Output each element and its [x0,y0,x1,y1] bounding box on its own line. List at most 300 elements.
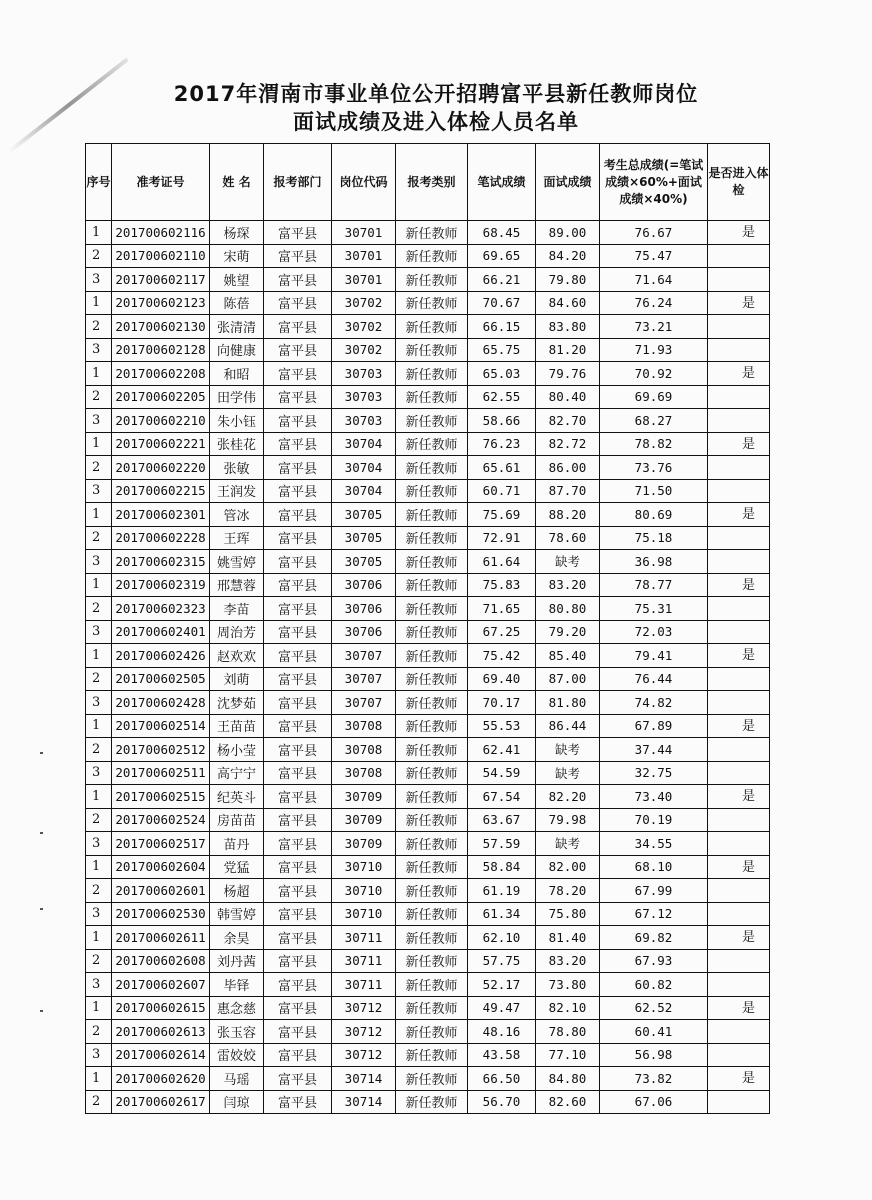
cell-category: 新任教师 [396,738,468,762]
cell-seq: 1 [86,432,112,456]
cell-dept: 富平县 [264,761,332,785]
cell-category: 新任教师 [396,1020,468,1044]
cell-total: 68.27 [600,409,708,433]
table-row [86,738,770,762]
cell-total: 75.31 [600,597,708,621]
scan-speck [40,832,43,834]
cell-dept: 富平县 [264,714,332,738]
cell-dept: 富平县 [264,879,332,903]
cell-physical: 是 [708,855,770,879]
header-category: 报考类别 [396,144,468,221]
cell-seq: 3 [86,761,112,785]
cell-category: 新任教师 [396,362,468,386]
cell-post-code: 30701 [332,268,396,292]
table-row [86,620,770,644]
cell-written: 66.15 [468,315,536,339]
cell-name: 王珲 [210,526,264,550]
cell-interview: 82.72 [536,432,600,456]
cell-physical [708,315,770,339]
cell-dept: 富平县 [264,362,332,386]
table-body [86,221,770,1114]
cell-written: 55.53 [468,714,536,738]
cell-written: 57.59 [468,832,536,856]
header-physical: 是否进入体检 [708,144,770,221]
table-row [86,456,770,480]
cell-name: 沈梦茹 [210,691,264,715]
cell-post-code: 30706 [332,597,396,621]
cell-exam-id: 201700602607 [112,973,210,997]
cell-written: 62.55 [468,385,536,409]
cell-post-code: 30702 [332,315,396,339]
cell-seq: 1 [86,644,112,668]
cell-written: 70.17 [468,691,536,715]
cell-written: 65.75 [468,338,536,362]
cell-written: 70.67 [468,291,536,315]
cell-written: 62.10 [468,926,536,950]
cell-interview: 78.80 [536,1020,600,1044]
cell-total: 67.89 [600,714,708,738]
table-row [86,808,770,832]
cell-post-code: 30704 [332,432,396,456]
cell-post-code: 30714 [332,1067,396,1091]
cell-interview: 89.00 [536,221,600,245]
scan-speck [40,752,43,754]
cell-written: 58.66 [468,409,536,433]
cell-category: 新任教师 [396,338,468,362]
table-row [86,1020,770,1044]
cell-exam-id: 201700602123 [112,291,210,315]
cell-physical: 是 [708,432,770,456]
cell-category: 新任教师 [396,879,468,903]
cell-seq: 3 [86,832,112,856]
cell-interview: 84.60 [536,291,600,315]
cell-interview: 83.80 [536,315,600,339]
cell-exam-id: 201700602110 [112,244,210,268]
cell-seq: 1 [86,926,112,950]
cell-name: 马瑶 [210,1067,264,1091]
table-row [86,1067,770,1091]
cell-total: 76.67 [600,221,708,245]
cell-category: 新任教师 [396,1043,468,1067]
cell-interview: 84.80 [536,1067,600,1091]
cell-category: 新任教师 [396,268,468,292]
table-row [86,973,770,997]
cell-physical [708,808,770,832]
cell-post-code: 30703 [332,409,396,433]
cell-interview: 84.20 [536,244,600,268]
cell-exam-id: 201700602228 [112,526,210,550]
cell-written: 56.70 [468,1090,536,1114]
table-row [86,691,770,715]
cell-total: 34.55 [600,832,708,856]
cell-exam-id: 201700602613 [112,1020,210,1044]
cell-interview: 87.00 [536,667,600,691]
cell-written: 49.47 [468,996,536,1020]
cell-total: 74.82 [600,691,708,715]
cell-category: 新任教师 [396,479,468,503]
cell-total: 76.24 [600,291,708,315]
cell-exam-id: 201700602205 [112,385,210,409]
cell-total: 80.69 [600,503,708,527]
cell-exam-id: 201700602608 [112,949,210,973]
cell-dept: 富平县 [264,1067,332,1091]
cell-seq: 1 [86,714,112,738]
header-seq: 序号 [86,144,112,221]
table-row [86,268,770,292]
cell-seq: 1 [86,221,112,245]
cell-dept: 富平县 [264,620,332,644]
scan-speck [40,908,43,910]
cell-dept: 富平县 [264,597,332,621]
cell-interview: 79.80 [536,268,600,292]
cell-post-code: 30712 [332,996,396,1020]
cell-category: 新任教师 [396,808,468,832]
cell-physical [708,338,770,362]
cell-physical [708,1043,770,1067]
cell-category: 新任教师 [396,526,468,550]
cell-name: 毕铎 [210,973,264,997]
header-post-code: 岗位代码 [332,144,396,221]
cell-post-code: 30706 [332,620,396,644]
cell-name: 管冰 [210,503,264,527]
cell-post-code: 30704 [332,456,396,480]
cell-written: 71.65 [468,597,536,621]
cell-interview: 83.20 [536,573,600,597]
table-row [86,1090,770,1114]
table-row [86,1043,770,1067]
cell-seq: 2 [86,315,112,339]
cell-post-code: 30705 [332,550,396,574]
cell-exam-id: 201700602426 [112,644,210,668]
cell-name: 杨超 [210,879,264,903]
cell-seq: 1 [86,573,112,597]
cell-exam-id: 201700602221 [112,432,210,456]
cell-interview: 83.20 [536,949,600,973]
cell-category: 新任教师 [396,385,468,409]
cell-post-code: 30705 [332,503,396,527]
cell-exam-id: 201700602601 [112,879,210,903]
cell-name: 韩雪婷 [210,902,264,926]
cell-written: 66.21 [468,268,536,292]
cell-total: 60.41 [600,1020,708,1044]
cell-physical: 是 [708,714,770,738]
cell-written: 61.34 [468,902,536,926]
cell-category: 新任教师 [396,550,468,574]
cell-category: 新任教师 [396,761,468,785]
cell-post-code: 30710 [332,879,396,903]
cell-total: 76.44 [600,667,708,691]
cell-dept: 富平县 [264,1020,332,1044]
cell-name: 张玉容 [210,1020,264,1044]
cell-name: 余昊 [210,926,264,950]
cell-name: 张敏 [210,456,264,480]
cell-seq: 3 [86,691,112,715]
cell-dept: 富平县 [264,691,332,715]
table-row [86,761,770,785]
cell-category: 新任教师 [396,1067,468,1091]
cell-post-code: 30701 [332,221,396,245]
cell-name: 苗丹 [210,832,264,856]
cell-interview: 86.44 [536,714,600,738]
cell-seq: 2 [86,808,112,832]
cell-written: 75.69 [468,503,536,527]
cell-interview: 缺考 [536,550,600,574]
cell-exam-id: 201700602617 [112,1090,210,1114]
cell-physical: 是 [708,573,770,597]
cell-seq: 2 [86,456,112,480]
cell-physical [708,973,770,997]
cell-dept: 富平县 [264,244,332,268]
header-total: 考生总成绩(=笔试成绩×60%+面试成绩×40%) [600,144,708,221]
table-row [86,902,770,926]
cell-interview: 88.20 [536,503,600,527]
cell-dept: 富平县 [264,667,332,691]
cell-dept: 富平县 [264,996,332,1020]
cell-total: 70.92 [600,362,708,386]
cell-interview: 81.40 [536,926,600,950]
cell-dept: 富平县 [264,902,332,926]
cell-interview: 82.20 [536,785,600,809]
cell-interview: 78.60 [536,526,600,550]
cell-interview: 78.20 [536,879,600,903]
table-row [86,362,770,386]
cell-exam-id: 201700602524 [112,808,210,832]
cell-exam-id: 201700602208 [112,362,210,386]
cell-interview: 79.20 [536,620,600,644]
cell-total: 67.12 [600,902,708,926]
cell-dept: 富平县 [264,832,332,856]
cell-written: 57.75 [468,949,536,973]
table-row [86,221,770,245]
cell-name: 宋萌 [210,244,264,268]
cell-physical [708,268,770,292]
cell-interview: 87.70 [536,479,600,503]
cell-name: 杨小莹 [210,738,264,762]
cell-exam-id: 201700602220 [112,456,210,480]
cell-total: 68.10 [600,855,708,879]
cell-exam-id: 201700602511 [112,761,210,785]
cell-physical [708,761,770,785]
cell-category: 新任教师 [396,855,468,879]
cell-category: 新任教师 [396,456,468,480]
cell-category: 新任教师 [396,1090,468,1114]
document-title-line2: 面试成绩及进入体检人员名单 [293,110,579,134]
cell-physical: 是 [708,996,770,1020]
cell-total: 69.69 [600,385,708,409]
cell-post-code: 30707 [332,667,396,691]
cell-category: 新任教师 [396,409,468,433]
table-row [86,315,770,339]
cell-total: 37.44 [600,738,708,762]
cell-seq: 2 [86,244,112,268]
cell-seq: 2 [86,1090,112,1114]
cell-seq: 2 [86,949,112,973]
cell-total: 71.64 [600,268,708,292]
cell-dept: 富平县 [264,808,332,832]
cell-dept: 富平县 [264,926,332,950]
cell-physical [708,597,770,621]
table-row [86,667,770,691]
cell-exam-id: 201700602611 [112,926,210,950]
cell-physical [708,949,770,973]
cell-total: 71.50 [600,479,708,503]
cell-physical [708,385,770,409]
cell-physical: 是 [708,644,770,668]
cell-exam-id: 201700602428 [112,691,210,715]
cell-name: 姚雪婷 [210,550,264,574]
cell-total: 67.06 [600,1090,708,1114]
cell-seq: 3 [86,338,112,362]
table-header-row [86,144,770,221]
cell-name: 房苗苗 [210,808,264,832]
cell-post-code: 30702 [332,291,396,315]
cell-physical [708,409,770,433]
cell-seq: 3 [86,479,112,503]
cell-seq: 3 [86,1043,112,1067]
table-row [86,597,770,621]
table-row [86,785,770,809]
cell-interview: 82.60 [536,1090,600,1114]
cell-total: 73.76 [600,456,708,480]
cell-seq: 1 [86,362,112,386]
cell-post-code: 30711 [332,973,396,997]
cell-interview: 82.10 [536,996,600,1020]
cell-exam-id: 201700602128 [112,338,210,362]
cell-exam-id: 201700602323 [112,597,210,621]
cell-seq: 1 [86,1067,112,1091]
cell-written: 68.45 [468,221,536,245]
cell-post-code: 30702 [332,338,396,362]
cell-interview: 79.98 [536,808,600,832]
cell-post-code: 30701 [332,244,396,268]
cell-total: 73.21 [600,315,708,339]
cell-interview: 80.80 [536,597,600,621]
cell-written: 43.58 [468,1043,536,1067]
cell-interview: 73.80 [536,973,600,997]
cell-post-code: 30709 [332,808,396,832]
cell-seq: 1 [86,503,112,527]
cell-name: 闫琼 [210,1090,264,1114]
cell-interview: 81.20 [536,338,600,362]
cell-physical: 是 [708,221,770,245]
cell-exam-id: 201700602530 [112,902,210,926]
cell-physical [708,244,770,268]
cell-post-code: 30709 [332,832,396,856]
cell-dept: 富平县 [264,338,332,362]
table-row [86,996,770,1020]
cell-post-code: 30710 [332,902,396,926]
cell-written: 69.40 [468,667,536,691]
cell-total: 73.82 [600,1067,708,1091]
cell-post-code: 30711 [332,926,396,950]
cell-category: 新任教师 [396,667,468,691]
cell-physical [708,738,770,762]
cell-post-code: 30708 [332,738,396,762]
cell-physical [708,832,770,856]
cell-category: 新任教师 [396,714,468,738]
cell-category: 新任教师 [396,503,468,527]
cell-category: 新任教师 [396,902,468,926]
cell-seq: 3 [86,268,112,292]
cell-total: 79.41 [600,644,708,668]
cell-post-code: 30707 [332,644,396,668]
table-row [86,550,770,574]
cell-total: 62.52 [600,996,708,1020]
cell-exam-id: 201700602512 [112,738,210,762]
cell-written: 61.19 [468,879,536,903]
cell-exam-id: 201700602620 [112,1067,210,1091]
cell-name: 纪英斗 [210,785,264,809]
cell-seq: 2 [86,1020,112,1044]
cell-dept: 富平县 [264,409,332,433]
cell-interview: 缺考 [536,832,600,856]
cell-written: 67.54 [468,785,536,809]
cell-post-code: 30707 [332,691,396,715]
cell-total: 60.82 [600,973,708,997]
cell-dept: 富平县 [264,503,332,527]
table-row [86,832,770,856]
table-row [86,714,770,738]
cell-dept: 富平县 [264,855,332,879]
table-row [86,644,770,668]
cell-exam-id: 201700602401 [112,620,210,644]
cell-total: 72.03 [600,620,708,644]
cell-interview: 75.80 [536,902,600,926]
cell-dept: 富平县 [264,432,332,456]
cell-written: 63.67 [468,808,536,832]
cell-dept: 富平县 [264,738,332,762]
cell-name: 王润发 [210,479,264,503]
cell-post-code: 30704 [332,479,396,503]
cell-written: 75.42 [468,644,536,668]
cell-interview: 82.00 [536,855,600,879]
header-name: 姓 名 [210,144,264,221]
table-row [86,291,770,315]
cell-post-code: 30709 [332,785,396,809]
cell-exam-id: 201700602615 [112,996,210,1020]
cell-seq: 3 [86,620,112,644]
cell-total: 67.99 [600,879,708,903]
cell-dept: 富平县 [264,949,332,973]
cell-written: 65.61 [468,456,536,480]
cell-category: 新任教师 [396,573,468,597]
cell-name: 雷姣姣 [210,1043,264,1067]
cell-category: 新任教师 [396,926,468,950]
cell-total: 56.98 [600,1043,708,1067]
cell-dept: 富平县 [264,550,332,574]
cell-written: 61.64 [468,550,536,574]
cell-physical: 是 [708,503,770,527]
cell-name: 张桂花 [210,432,264,456]
cell-category: 新任教师 [396,432,468,456]
cell-name: 杨琛 [210,221,264,245]
cell-written: 65.03 [468,362,536,386]
cell-written: 75.83 [468,573,536,597]
cell-name: 田学伟 [210,385,264,409]
table-row [86,432,770,456]
cell-dept: 富平县 [264,456,332,480]
cell-physical [708,902,770,926]
cell-seq: 3 [86,550,112,574]
table-row [86,526,770,550]
cell-seq: 2 [86,667,112,691]
cell-post-code: 30703 [332,362,396,386]
header-exam-id: 准考证号 [112,144,210,221]
cell-written: 60.71 [468,479,536,503]
cell-post-code: 30706 [332,573,396,597]
cell-total: 32.75 [600,761,708,785]
cell-seq: 2 [86,526,112,550]
